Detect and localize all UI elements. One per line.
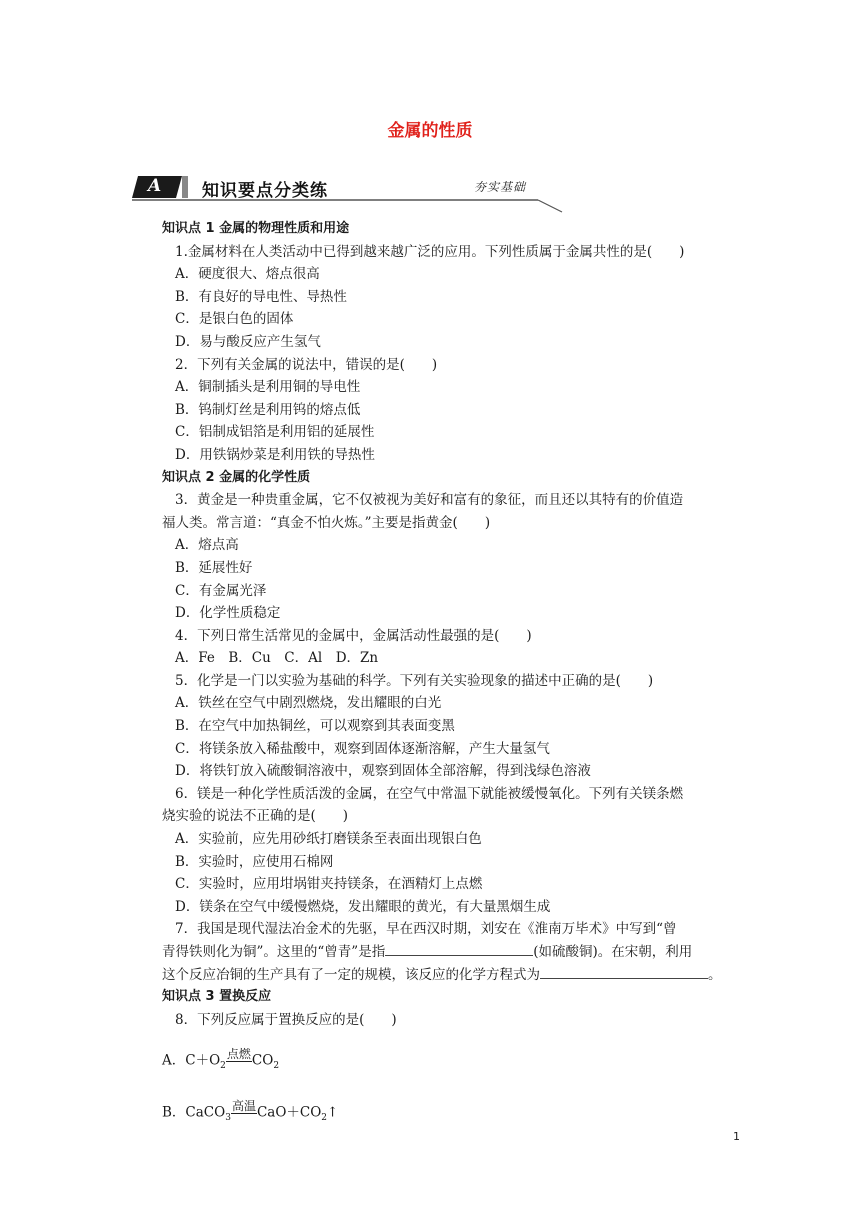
page-number: 1 bbox=[733, 1130, 740, 1143]
option: A．实验前，应先用砂纸打磨镁条至表面出现银白色 bbox=[175, 831, 482, 848]
reaction-condition: 高温 bbox=[231, 1099, 256, 1114]
equation-a bbox=[162, 1037, 736, 1075]
answer-blank[interactable] bbox=[385, 941, 533, 956]
option: A．铜制插头是利用铜的导电性 bbox=[175, 379, 361, 396]
subscript: 2 bbox=[220, 1061, 226, 1072]
option: C．是银白色的固体 bbox=[175, 311, 294, 328]
text-segment: 。 bbox=[708, 966, 722, 983]
banner-badge: A bbox=[148, 176, 162, 196]
question-stem: 7．我国是现代湿法冶金术的先驱，早在西汉时期，刘安在《淮南万毕术》中写到“曾 bbox=[175, 921, 677, 938]
equation-reactants: A．C＋O bbox=[162, 1052, 221, 1069]
exercise-content bbox=[162, 218, 736, 1127]
subscript: 3 bbox=[225, 1113, 231, 1124]
equation-reactants: B．CaCO bbox=[162, 1104, 226, 1121]
question-stem: 3．黄金是一种贵重金属，它不仅被视为美好和富有的象征，而且还以其特有的价值造 bbox=[175, 492, 684, 509]
option: A．铁丝在空气中剧烈燃烧，发出耀眼的白光 bbox=[175, 695, 442, 712]
equation-product: CO bbox=[251, 1052, 274, 1069]
section-banner bbox=[130, 170, 570, 214]
option: D．将铁钉放入硫酸铜溶液中，观察到固体全部溶解，得到浅绿色溶液 bbox=[175, 763, 591, 780]
question-stem: 2．下列有关金属的说法中，错误的是( ) bbox=[175, 356, 438, 373]
option: C．实验时，应用坩埚钳夹持镁条，在酒精灯上点燃 bbox=[175, 876, 483, 893]
option: A．硬度很大、熔点很高 bbox=[175, 266, 320, 283]
option: D．用铁锅炒菜是利用铁的导热性 bbox=[175, 446, 375, 463]
option: A．熔点高 bbox=[175, 537, 239, 554]
option: B．钨制灯丝是利用钨的熔点低 bbox=[175, 401, 361, 418]
question-stem: 4．下列日常生活常见的金属中，金属活动性最强的是( ) bbox=[175, 627, 532, 644]
option-row: A．Fe B．Cu C．Al D．Zn bbox=[175, 650, 379, 667]
question-stem-cont: 烧实验的说法不正确的是( ) bbox=[162, 808, 349, 825]
subscript: 2 bbox=[321, 1113, 328, 1124]
section-heading: 知识点 2 金属的化学性质 bbox=[162, 469, 311, 485]
option: B．有良好的导电性、导热性 bbox=[175, 288, 347, 305]
question-stem: 1.金属材料在人类活动中已得到越来越广泛的应用。下列性质属于金属共性的是( ) bbox=[175, 243, 685, 260]
subscript: 2 bbox=[273, 1061, 280, 1072]
option: D．化学性质稳定 bbox=[175, 605, 281, 622]
banner-title: 知识要点分类练 bbox=[202, 181, 328, 201]
question-stem-cont bbox=[162, 964, 736, 987]
text-segment: (如硫酸铜)。在宋朝，利用 bbox=[533, 944, 693, 960]
banner-tag: 夯实基础 bbox=[474, 180, 527, 194]
question-stem: 5．化学是一门以实验为基础的科学。下列有关实验现象的描述中正确的是( ) bbox=[175, 672, 654, 689]
page-title: 金属的性质 bbox=[387, 121, 473, 141]
option: C．铝制成铝箔是利用铝的延展性 bbox=[175, 424, 375, 441]
option: B．延展性好 bbox=[175, 559, 253, 576]
question-stem: 6．镁是一种化学性质活泼的金属，在空气中常温下就能被缓慢氧化。下列有关镁条燃 bbox=[175, 785, 684, 802]
option: C．将镁条放入稀盐酸中，观察到固体逐渐溶解，产生大量氢气 bbox=[175, 740, 550, 757]
option: B．在空气中加热铜丝，可以观察到其表面变黑 bbox=[175, 718, 455, 735]
text-segment: 青得铁则化为铜”。这里的“曾青”是指 bbox=[162, 944, 386, 960]
option: D．易与酸反应产生氢气 bbox=[175, 333, 321, 350]
equation-product: CaO＋CO bbox=[256, 1104, 322, 1121]
question-stem-cont bbox=[162, 941, 736, 964]
option: C．有金属光泽 bbox=[175, 582, 267, 599]
option: B．实验时，应使用石棉网 bbox=[175, 853, 334, 870]
option: D．镁条在空气中缓慢燃烧，发出耀眼的黄光，有大量黑烟生成 bbox=[175, 898, 551, 915]
reaction-condition: 点燃 bbox=[226, 1047, 251, 1062]
gas-arrow: ↑ bbox=[327, 1104, 339, 1121]
text-segment: 这个反应冶铜的生产具有了一定的规模，该反应的化学方程式为 bbox=[162, 966, 540, 983]
question-stem: 8．下列反应属于置换反应的是( ) bbox=[175, 1011, 397, 1028]
answer-blank[interactable] bbox=[540, 964, 708, 979]
section-heading: 知识点 3 置换反应 bbox=[162, 989, 272, 1005]
equation-b bbox=[162, 1089, 736, 1127]
question-stem-cont: 福人类。常言道：“真金不怕火炼。”主要是指黄金( ) bbox=[162, 514, 491, 531]
section-heading: 知识点 1 金属的物理性质和用途 bbox=[162, 221, 350, 236]
